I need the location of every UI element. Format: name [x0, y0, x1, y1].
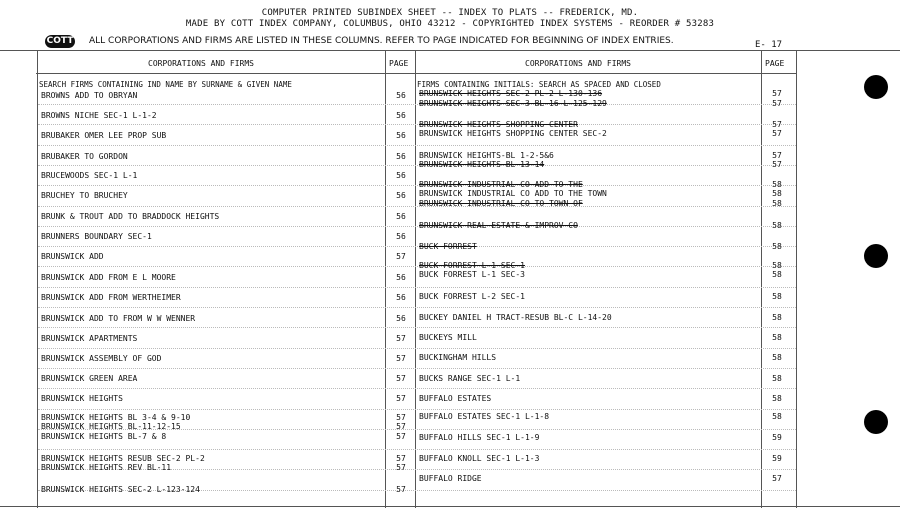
left-entry-page: 56 [396, 191, 406, 200]
right-entry-name: BRUNSWICK INDUSTRIAL CO TO TOWN OF [419, 199, 583, 208]
punch-hole-bottom [864, 410, 888, 434]
right-entry-page: 58 [772, 199, 782, 208]
right-page-divider [761, 50, 762, 508]
right-entry-name: BUFFALO HILLS SEC-1 L-1-9 [419, 433, 540, 442]
left-entry-page: 56 [396, 171, 406, 180]
right-entry-name: BRUNSWICK INDUSTRIAL CO ADD TO THE TOWN [419, 189, 607, 198]
row-rule [38, 266, 796, 267]
row-rule [38, 409, 796, 410]
row-rule [38, 226, 796, 227]
right-entry-page: 57 [772, 89, 782, 98]
right-entry-page: 58 [772, 221, 782, 230]
left-entry-name: BRUNSWICK HEIGHTS BL-11-12-15 [41, 422, 181, 431]
right-entry-page: 58 [772, 292, 782, 301]
row-rule [38, 449, 796, 450]
right-entry-name: BRUNSWICK HEIGHTS-BL 1-2-5&6 [419, 151, 554, 160]
right-entry-name: BUCK FORREST L-1 SEC-3 [419, 270, 525, 279]
left-entry-name: BRUNSWICK HEIGHTS [41, 394, 123, 403]
left-entry-page: 56 [396, 232, 406, 241]
left-entry-page: 57 [396, 463, 406, 472]
left-entry-name: BRUNSWICK HEIGHTS SEC-2 L-123-124 [41, 485, 200, 494]
right-column-heading: CORPORATIONS AND FIRMS [525, 59, 631, 68]
left-entry-name: BRUNSWICK APARTMENTS [41, 334, 138, 343]
left-entry-name: BRUNSWICK HEIGHTS REV BL-11 [41, 463, 172, 472]
punch-hole-middle [864, 244, 888, 268]
sheet-id: E- 17 [755, 40, 783, 50]
right-entry-page: 58 [772, 333, 782, 342]
right-entry-page: 58 [772, 353, 782, 362]
column-divider [415, 50, 416, 508]
notice-banner [45, 35, 765, 49]
right-entry-name: BRUNSWICK INDUSTRIAL CO ADD TO THE [419, 180, 583, 189]
left-entry-page: 56 [396, 111, 406, 120]
right-entry-name: BUFFALO ESTATES [419, 394, 492, 403]
right-entry-page: 58 [772, 242, 782, 251]
left-entry-name: BRUBAKER OMER LEE PROP SUB [41, 131, 167, 140]
left-entry-name: BRUNSWICK ASSEMBLY OF GOD [41, 354, 162, 363]
left-entry-name: BRUNSWICK ADD FROM WERTHEIMER [41, 293, 181, 302]
left-entry-page: 56 [396, 212, 406, 221]
left-margin-line [37, 50, 38, 508]
right-entry-page: 58 [772, 412, 782, 421]
right-entry-name: BUCKINGHAM HILLS [419, 353, 497, 362]
row-rule [38, 104, 796, 105]
right-entry-page: 57 [772, 474, 782, 483]
right-entry-page: 57 [772, 160, 782, 169]
right-entry-name: BUFFALO RIDGE [419, 474, 482, 483]
left-page-divider [385, 50, 386, 508]
row-rule [38, 124, 796, 125]
right-entry-page: 58 [772, 270, 782, 279]
left-entry-name: BRUNSWICK ADD FROM E L MOORE [41, 273, 176, 282]
punch-hole-top [864, 75, 888, 99]
left-entry-name: BRUNNERS BOUNDARY SEC-1 [41, 232, 152, 241]
left-entry-page: 56 [396, 293, 406, 302]
left-entry-page: 56 [396, 273, 406, 282]
left-page-heading: PAGE [389, 59, 409, 68]
right-entry-page: 59 [772, 454, 782, 463]
left-entry-name: BRUNSWICK HEIGHTS BL 3-4 & 9-10 [41, 413, 191, 422]
left-entry-name: BRUNK & TROUT ADD TO BRADDOCK HEIGHTS [41, 212, 220, 221]
right-entry-name: BRUNSWICK HEIGHTS SHOPPING CENTER [419, 120, 578, 129]
row-rule [38, 307, 796, 308]
right-entry-page: 57 [772, 151, 782, 160]
right-entry-name: BUFFALO ESTATES SEC-1 L-1-8 [419, 412, 550, 421]
row-rule [38, 145, 796, 146]
left-entry-page: 56 [396, 314, 406, 323]
left-entry-name: BRUNSWICK GREEN AREA [41, 374, 138, 383]
right-entry-name: BUCK FORREST L-2 SEC-1 [419, 292, 525, 301]
left-entry-page: 57 [396, 252, 406, 261]
left-entry-page: 57 [396, 454, 406, 463]
right-entry-page: 58 [772, 374, 782, 383]
left-entry-page: 56 [396, 91, 406, 100]
right-entry-page: 58 [772, 189, 782, 198]
right-entry-name: BUCKEY DANIEL H TRACT-RESUB BL-C L-14-20 [419, 313, 612, 322]
left-entry-name: BROWNS ADD TO OBRYAN [41, 91, 138, 100]
left-entry-name: BROWNS NICHE SEC-1 L-1-2 [41, 111, 157, 120]
right-entry-page: 57 [772, 99, 782, 108]
right-entry-page: 59 [772, 433, 782, 442]
left-entry-name: BRUNSWICK ADD [41, 252, 104, 261]
right-page-heading: PAGE [765, 59, 785, 68]
right-entry-page: 58 [772, 180, 782, 189]
left-entry-name: BRUNSWICK HEIGHTS RESUB SEC-2 PL-2 [41, 454, 205, 463]
left-entry-page: 57 [396, 413, 406, 422]
cott-logo: COTT [46, 36, 74, 46]
left-entry-page: 57 [396, 334, 406, 343]
left-entry-name: BRUBAKER TO GORDON [41, 152, 128, 161]
row-rule [38, 185, 796, 186]
heading-rule [36, 73, 796, 74]
right-entry-name: BRUNSWICK HEIGHTS SEC-3 BL-16 L-125-129 [419, 99, 607, 108]
right-entry-name: BUCK FORREST [419, 242, 477, 251]
left-entry-page: 57 [396, 432, 406, 441]
right-entry-name: BUCKEYS MILL [419, 333, 477, 342]
notice-text: ALL CORPORATIONS AND FIRMS ARE LISTED IN THESE COLUMNS. REFER TO PAGE INDICATED FOR BEGINNING OF INDEX ENTRIES. [89, 36, 674, 46]
sheet-title: COMPUTER PRINTED SUBINDEX SHEET -- INDEX TO PLATS -- FREDERICK, MD. [261, 8, 639, 18]
right-entry-name: BRUNSWICK HEIGHTS SEC-2 PL-2 L-130-136 [419, 89, 603, 98]
left-entry-name: BRUCHEY TO BRUCHEY [41, 191, 128, 200]
row-rule [38, 388, 796, 389]
bottom-rule [0, 506, 900, 507]
top-rule [0, 50, 900, 51]
right-entry-name: BUFFALO KNOLL SEC-1 L-1-3 [419, 454, 540, 463]
right-entry-page: 58 [772, 261, 782, 270]
right-entry-page: 58 [772, 313, 782, 322]
right-entry-page: 58 [772, 394, 782, 403]
row-rule [38, 368, 796, 369]
right-entry-name: BRUNSWICK REAL ESTATE & IMPROV CO [419, 221, 578, 230]
left-entry-page: 57 [396, 422, 406, 431]
left-column-heading: CORPORATIONS AND FIRMS [148, 59, 254, 68]
row-rule [38, 206, 796, 207]
left-entry-page: 56 [396, 131, 406, 140]
row-rule [38, 348, 796, 349]
right-entry-name: BRUNSWICK HEIGHTS SHOPPING CENTER SEC-2 [419, 129, 607, 138]
right-entry-name: BUCKS RANGE SEC-1 L-1 [419, 374, 521, 383]
left-entry-page: 57 [396, 485, 406, 494]
right-entry-page: 57 [772, 120, 782, 129]
right-subheading: FIRMS CONTAINING INITIALS: SEARCH AS SPACED AND CLOSED [417, 80, 661, 89]
row-rule [38, 246, 796, 247]
right-entry-name: BUCK FORREST L-1 SEC-1 [419, 261, 525, 270]
left-subheading: SEARCH FIRMS CONTAINING IND NAME BY SURNAME & GIVEN NAME [39, 80, 292, 89]
right-margin-line [796, 50, 797, 508]
left-entry-name: BRUNSWICK ADD TO FROM W W WENNER [41, 314, 196, 323]
left-entry-page: 57 [396, 394, 406, 403]
left-entry-name: BRUCEWOODS SEC-1 L-1 [41, 171, 138, 180]
right-entry-page: 57 [772, 129, 782, 138]
left-entry-page: 56 [396, 152, 406, 161]
right-entry-name: BRUNSWICK HEIGHTS-BL 13-14 [419, 160, 545, 169]
row-rule [38, 165, 796, 166]
left-entry-name: BRUNSWICK HEIGHTS BL-7 & 8 [41, 432, 167, 441]
left-entry-page: 57 [396, 374, 406, 383]
row-rule [38, 327, 796, 328]
row-rule [38, 287, 796, 288]
publisher-line: MADE BY COTT INDEX COMPANY, COLUMBUS, OHIO 43212 - COPYRIGHTED INDEX SYSTEMS - REORDER # 53283 [185, 19, 715, 29]
left-entry-page: 57 [396, 354, 406, 363]
